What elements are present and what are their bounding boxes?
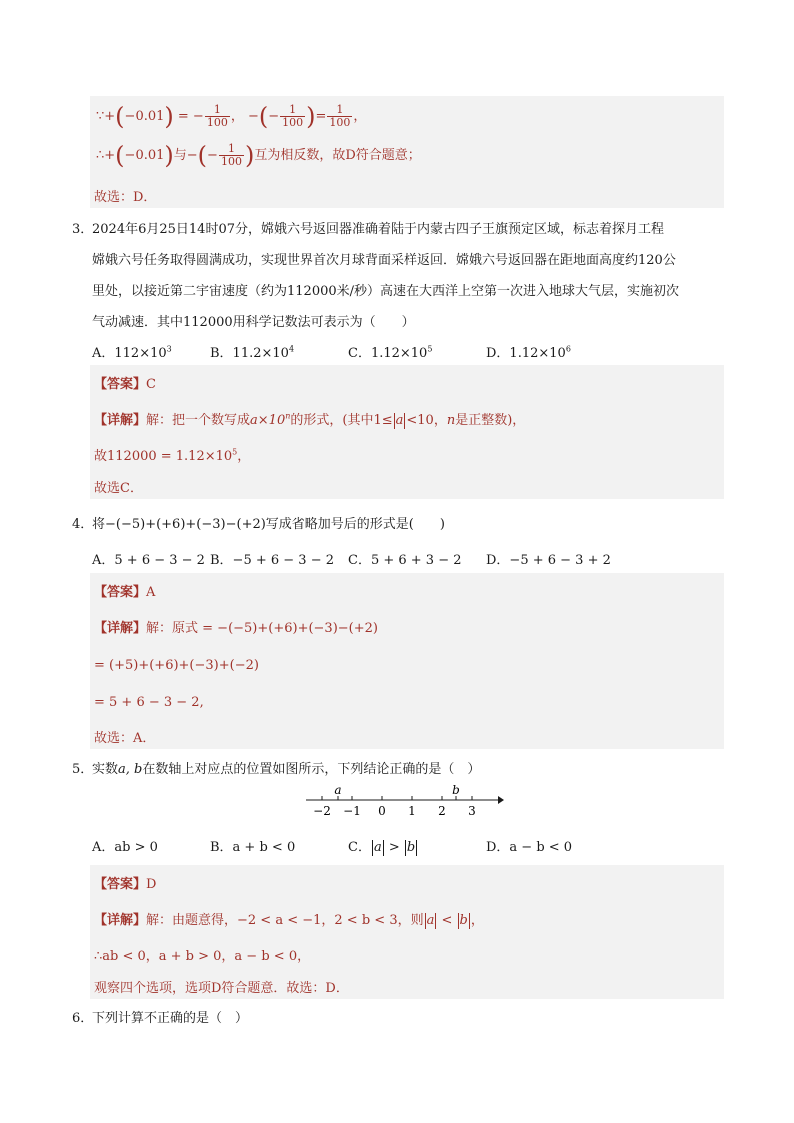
- q3-solution-box: [90, 365, 724, 499]
- q4-option-a: A．5 + 6 − 3 − 2: [92, 553, 205, 568]
- q3-text-3: 里处，以接近第二宇宙速度（约为112000米/秒）高速在大西洋上空第一次进入地球大气层，实施初次: [92, 284, 680, 299]
- q6-text: 下列计算不正确的是（ ）: [92, 1011, 249, 1026]
- q5-option-b: B．a + b < 0: [210, 840, 296, 855]
- q5-answer: 【答案】D: [94, 877, 157, 892]
- number-line-tick-label: 1: [408, 804, 416, 818]
- number-line-tick-label: 0: [378, 804, 386, 818]
- q4-detail-2: = (+5)+(+6)+(−3)+(−2): [94, 658, 259, 673]
- q3-option-a: A．$112\times 10^3$: [92, 344, 172, 361]
- q5-detail-2: ∴ab < 0，a + b > 0，a − b < 0，: [94, 949, 311, 964]
- q4-detail-4: 故选：A．: [94, 731, 156, 746]
- q3-option-c: C．$1.12\times 10^5$: [348, 344, 433, 361]
- q4-option-c: C．5 + 6 + 3 − 2: [348, 553, 462, 568]
- q4-number: 4．: [72, 517, 94, 532]
- q4-option-b: B．−5 + 6 − 3 − 2: [210, 553, 335, 568]
- q5-option-a: A．ab > 0: [92, 840, 158, 855]
- q4-answer: 【答案】A: [94, 585, 156, 600]
- q3-option-d: D．$1.12\times 10^6$: [486, 344, 571, 361]
- q3-text-1: 2024年6月25日14时07分，嫦娥六号返回器准确着陆于内蒙古四子王旗预定区域，标志着探月工程: [92, 222, 664, 237]
- q5-detail-1: 【详解】解：由题意得，−2 < a < −1，2 < b < 3，则 a < b ，: [94, 913, 484, 928]
- q4-option-d: D．−5 + 6 − 3 + 2: [486, 553, 611, 568]
- q5-number: 5．: [72, 762, 94, 777]
- number-line-tick-label: 2: [438, 804, 446, 818]
- q6-number: 6．: [72, 1011, 94, 1026]
- prev-line-2: ∴+(−0.01)与−(− $\frac{1}{100}$ )互为相反数，故D符合题意；: [96, 141, 421, 170]
- prev-line-3: 故选：D．: [94, 190, 157, 205]
- number-line-tick-label: −2: [313, 804, 331, 818]
- q5-option-d: D．a − b < 0: [486, 840, 573, 855]
- q3-number: 3．: [72, 222, 94, 237]
- q3-detail-2: 故$112000 = 1.12\times 10^5$，: [94, 447, 251, 464]
- number-line-tick-label: 3: [468, 804, 476, 818]
- number-line-figure: [300, 780, 510, 820]
- q3-detail-1: 【详解】解：把一个数写成$a\times 10^n$的形式，(其中1≤ a <10，n是正整数)，: [94, 411, 526, 428]
- q4-detail-3: = 5 + 6 − 3 − 2,: [94, 695, 204, 710]
- q3-detail-3: 故选C．: [94, 481, 143, 496]
- q3-text-4: 气动减速．其中112000用科学记数法可表示为（ ）: [92, 315, 415, 330]
- prev-line-1: ∵+(−0.01) = − $\frac{1}{100}$ ， −(− $\frac{1}{100}$ )= $\frac{1}{100}$ ，: [96, 102, 367, 131]
- q4-text: 将−(−5)+(+6)+(−3)−(+2)写成省略加号后的形式是( ): [92, 517, 445, 532]
- q5-option-c: C． a > b: [348, 840, 416, 855]
- point-a-label: a: [334, 783, 342, 797]
- number-line-tick-label: −1: [343, 804, 361, 818]
- q5-detail-3: 观察四个选项，选项D符合题意．故选：D．: [94, 981, 349, 996]
- q3-text-2: 嫦娥六号任务取得圆满成功，实现世界首次月球背面采样返回．嫦娥六号返回器在距地面高度约120公: [92, 253, 676, 268]
- q4-detail-1: 【详解】解：原式 = −(−5)+(+6)+(−3)−(+2): [94, 621, 378, 636]
- point-b-label: b: [452, 783, 460, 797]
- q5-text: 实数a, b在数轴上对应点的位置如图所示，下列结论正确的是（ ）: [92, 762, 481, 777]
- q3-answer: 【答案】C: [94, 377, 156, 392]
- q3-option-b: B．$11.2\times 10^4$: [210, 344, 295, 361]
- number-line-arrow: [498, 796, 504, 804]
